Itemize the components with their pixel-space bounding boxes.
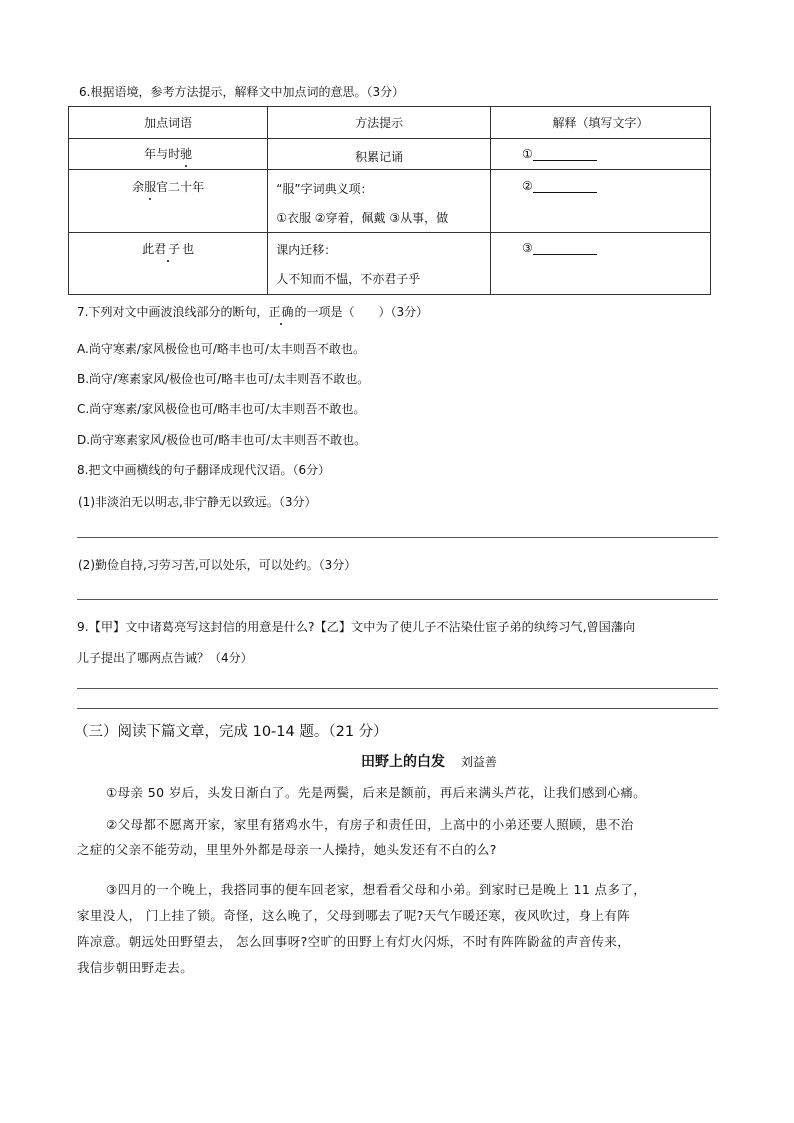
table-row — [69, 233, 711, 295]
paragraph-1: ①母亲 50 岁后，头发日渐白了。先是两鬓，后来是额前，再后来满头芦花，让我们感到心痛。 — [106, 785, 647, 800]
answer-line[interactable] — [77, 537, 718, 538]
word-cell — [69, 233, 268, 295]
q7-prompt-text: 的一项是（ ）（3分） — [294, 305, 429, 319]
word-text: 官二十年 — [156, 180, 205, 194]
q7-option-d[interactable]: D.尚守寒素家风/极俭也可/略丰也可/太丰则吾不敢也。 — [77, 433, 367, 447]
answer-cell[interactable] — [490, 233, 710, 295]
q7-option-c[interactable]: C.尚守寒素/家风极俭也可/略丰也可/太丰则吾不敢也。 — [77, 402, 366, 416]
answer-line[interactable] — [77, 599, 718, 600]
answer-marker: ③ — [521, 241, 533, 255]
answer-blank[interactable] — [533, 147, 597, 161]
q7-prompt-text: 7.下列对文中画波浪线部分的断句， — [77, 305, 269, 319]
hint-line: 人不知而不愠，不亦君子乎 — [276, 272, 421, 286]
dotted-word: 君子 — [154, 242, 183, 256]
answer-line[interactable] — [77, 708, 718, 709]
hint-cell: 积累记诵 — [268, 139, 491, 170]
q8-sub1: (1)非淡泊无以明志,非宁静无以致远。（3分） — [78, 495, 317, 509]
paragraph-3-line3: 阵凉意。朝远处田野望去， 怎么回事呀?空旷的田野上有灯火闪烁，不时有阵阵鼢盆的声音传来， — [77, 934, 631, 949]
q8-sub2: (2)勤俭自持,习劳习苦,可以处乐，可以处约。（3分） — [78, 558, 357, 572]
dotted-word: 正确 — [268, 305, 295, 319]
q9-line1: 9.【甲】文中诸葛亮写这封信的用意是什么?【乙】文中为了使儿子不沾染仕宦子弟的纨绔习气,曾国藩向 — [77, 620, 636, 634]
word-text: 年与时 — [144, 147, 181, 161]
answer-cell[interactable] — [490, 170, 710, 233]
hint-line: “服”字词典义项： — [276, 182, 373, 196]
answer-blank[interactable] — [533, 179, 597, 193]
q9-line2: 儿子提出了哪两点告诫？（4分） — [77, 651, 253, 665]
q7-option-b[interactable]: B.尚守/寒素家风/极俭也可/略丰也可/太丰则吾不敢也。 — [77, 372, 370, 386]
q6-table — [68, 106, 711, 295]
q7-prompt — [77, 303, 428, 320]
article-title: 田野上的白发 — [361, 754, 445, 770]
table-row — [69, 139, 711, 170]
table-header-row — [69, 107, 711, 139]
paragraph-3-line1: ③四月的一个晚上，我搭同事的便车回老家，想看看父母和小弟。到家时已是晚上 11 点多了， — [106, 882, 647, 897]
q6-prompt: 6.根据语境，参考方法提示，解释文中加点词的意思。（3分） — [79, 85, 405, 99]
paragraph-2-line1: ②父母都不愿离开家，家里有猪鸡水牛，有房子和责任田，上高中的小弟还要人照顾，患不治 — [106, 817, 634, 832]
header-word: 加点词语 — [69, 107, 268, 139]
answer-marker: ② — [521, 179, 533, 193]
header-hint: 方法提示 — [268, 107, 491, 139]
paragraph-3-line2: 家里没人， 门上挂了锁。奇怪，这么晚了，父母到哪去了呢?天气乍暖还寒，夜风吹过，身上有阵 — [77, 908, 631, 923]
dotted-word: 服 — [144, 180, 157, 194]
answer-blank[interactable] — [533, 241, 597, 255]
word-text: 也 — [182, 242, 195, 256]
answer-cell[interactable] — [490, 139, 710, 170]
answer-line[interactable] — [77, 688, 718, 689]
word-cell — [69, 139, 268, 170]
paragraph-2-line2: 之症的父亲不能劳动，里里外外都是母亲一人操持，她头发还有不白的么? — [77, 842, 497, 857]
hint-cell — [268, 233, 491, 295]
dotted-word: 驰 — [180, 147, 193, 161]
header-answer: 解释（填写文字） — [490, 107, 710, 139]
hint-line: ①衣服 ②穿着，佩戴 ③从事，做 — [276, 211, 449, 225]
section-heading: （三）阅读下篇文章，完成 10-14 题。（21 分） — [74, 724, 388, 740]
table-row — [69, 170, 711, 233]
word-text: 此 — [142, 242, 155, 256]
word-cell — [69, 170, 268, 233]
article-title-block — [361, 751, 497, 771]
q8-prompt: 8.把文中画横线的句子翻译成现代汉语。（6分） — [77, 463, 331, 477]
hint-cell — [268, 170, 491, 233]
q7-option-a[interactable]: A.尚守寒素/家风极俭也可/略丰也可/太丰则吾不敢也。 — [77, 342, 365, 356]
article-author: 刘益善 — [460, 755, 497, 769]
paragraph-3-line4: 我信步朝田野走去。 — [77, 960, 194, 975]
answer-marker: ① — [521, 147, 533, 161]
word-text: 余 — [132, 180, 145, 194]
hint-line: 课内迁移： — [276, 243, 337, 257]
